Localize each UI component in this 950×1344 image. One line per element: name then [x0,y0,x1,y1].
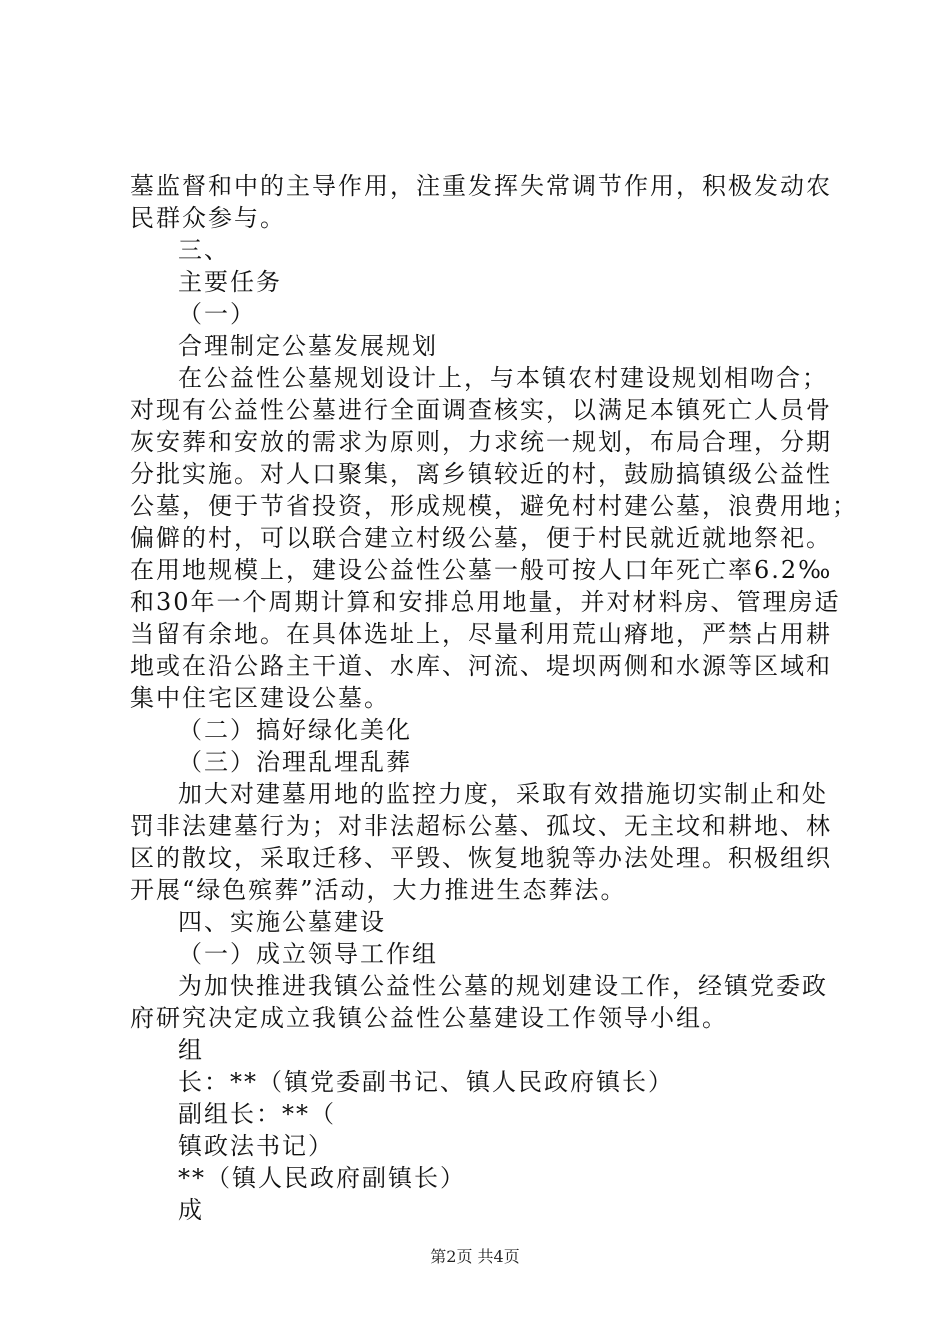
text-line: 区的散坟，采取迁移、平毁、恢复地貌等办法处理。积极组织 [130,844,832,872]
text-line: 府研究决定成立我镇公益性公墓建设工作领导小组。 [130,1004,728,1032]
text-line: 三、 [178,236,230,264]
text-line: （一）成立领导工作组 [178,940,438,968]
text-line: 加大对建墓用地的监控力度，采取有效措施切实制止和处 [178,780,828,808]
text-line: 对现有公益性公墓进行全面调查核实，以满足本镇死亡人员骨 [130,396,832,424]
text-line: 分批实施。对人口聚集，离乡镇较近的村，鼓励搞镇级公益性 [130,460,832,488]
text-line: 副组长：**（ [178,1100,336,1128]
text-line: 合理制定公墓发展规划 [178,332,438,360]
text-line: 罚非法建墓行为；对非法超标公墓、孤坟、无主坟和耕地、林 [130,812,832,840]
text-line: 成 [178,1196,204,1224]
text-line: **（镇人民政府副镇长） [178,1164,466,1192]
text-line: 墓监督和中的主导作用，注重发挥失常调节作用，积极发动农 [130,172,832,200]
text-line: 组 [178,1036,204,1064]
text-line: 主要任务 [178,268,282,296]
text-line: 偏僻的村，可以联合建立村级公墓，便于村民就近就地祭祀。 [130,524,832,552]
text-line: 四、实施公墓建设 [178,908,386,936]
text-line: 和30年一个周期计算和安排总用地量，并对材料房、管理房适 [130,588,841,616]
document-body [130,170,858,1226]
text-line: 镇政法书记） [178,1132,334,1160]
text-line: （三）治理乱埋乱葬 [178,748,412,776]
text-line: 灰安葬和安放的需求为原则，力求统一规划，布局合理，分期 [130,428,832,456]
text-line: 为加快推进我镇公益性公墓的规划建设工作，经镇党委政 [178,972,828,1000]
text-line: 地或在沿公路主干道、水库、河流、堤坝两侧和水源等区域和 [130,652,832,680]
text-line: 集中住宅区建设公墓。 [130,684,390,712]
text-line: （二）搞好绿化美化 [178,716,412,744]
text-line: 当留有余地。在具体选址上，尽量利用荒山瘠地，严禁占用耕 [130,620,832,648]
text-line: 开展“绿色殡葬”活动，大力推进生态葬法。 [130,876,627,904]
page-footer: 第2页 共4页 [430,1247,520,1266]
text-line: 民群众参与。 [130,204,286,232]
text-line: 公墓，便于节省投资，形成规模，避免村村建公墓，浪费用地； [130,492,858,520]
text-line: （一） [178,300,256,328]
text-line: 在用地规模上，建设公益性公墓一般可按人口年死亡率6.2‰ [130,556,833,584]
text-line: 长：**（镇党委副书记、镇人民政府镇长） [178,1068,674,1096]
text-line: 在公益性公墓规划设计上，与本镇农村建设规划相吻合； [178,364,828,392]
